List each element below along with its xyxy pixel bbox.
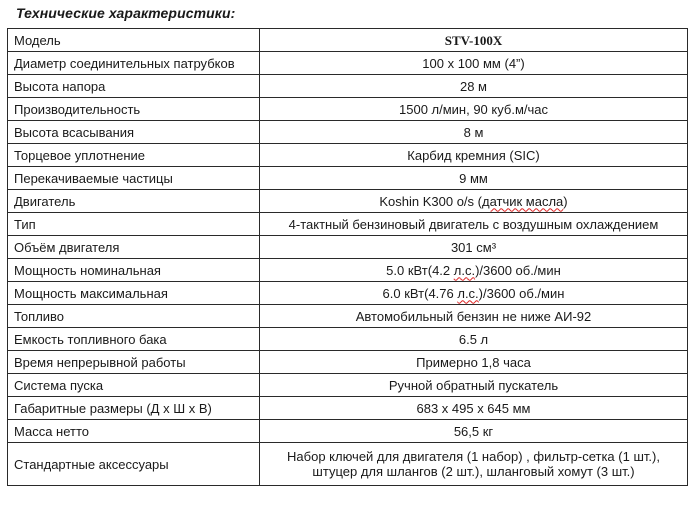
spec-value: 6.5 л [260,328,688,351]
spec-value-line: штуцер для шлангов (2 шт.), шланговый хомут (3 шт.) [312,464,635,479]
spec-value: 8 м [260,121,688,144]
spec-label: Диаметр соединительных патрубков [8,52,260,75]
spec-label: Масса нетто [8,420,260,443]
spec-value-text: ) [563,193,568,209]
table-row [8,52,688,75]
spellcheck-marked-text: л.с. [457,285,479,301]
table-row [8,98,688,121]
spec-value [260,190,688,213]
spec-value: 100 х 100 мм (4”) [260,52,688,75]
spec-value-text: )/3600 об./мин [475,262,561,278]
spec-label: Производительность [8,98,260,121]
spec-label: Габаритные размеры (Д х Ш х В) [8,397,260,420]
spec-label: Торцевое уплотнение [8,144,260,167]
table-row [8,213,688,236]
spec-value [260,282,688,305]
spec-label: Двигатель [8,190,260,213]
spellcheck-marked-text: датчик масла [481,193,564,209]
spec-label: Емкость топливного бака [8,328,260,351]
table-row [8,420,688,443]
table-row [8,282,688,305]
table-row [8,328,688,351]
spec-label: Высота всасывания [8,121,260,144]
spec-value: STV-100X [260,29,688,52]
table-row [8,236,688,259]
spec-value-text: )/3600 об./мин [478,285,565,301]
table-row [8,167,688,190]
table-row [8,443,688,486]
spec-label: Время непрерывной работы [8,351,260,374]
spec-value: Примерно 1,8 часа [260,351,688,374]
table-row [8,29,688,52]
spec-value: 301 см³ [260,236,688,259]
table-row [8,305,688,328]
table-row [8,75,688,98]
spec-value: Карбид кремния (SIC) [260,144,688,167]
table-row [8,190,688,213]
table-row [8,121,688,144]
spec-label: Модель [8,29,260,52]
table-row [8,374,688,397]
spec-label: Объём двигателя [8,236,260,259]
table-row [8,259,688,282]
spec-label: Перекачиваемые частицы [8,167,260,190]
spec-value: 1500 л/мин, 90 куб.м/час [260,98,688,121]
page-title: Технические характеристики: [16,5,236,21]
spec-label: Система пуска [8,374,260,397]
spec-value-text: 5.0 кВт(4.2 [386,262,454,278]
spec-value-text: 6.0 кВт(4.76 [382,285,458,301]
spec-value-text: Koshin K300 o/s ( [379,193,482,209]
spec-value-line: Набор ключей для двигателя (1 набор) , фильтр-сетка (1 шт.), [287,449,660,464]
spec-value: 28 м [260,75,688,98]
spec-value [260,259,688,282]
spec-value: 56,5 кг [260,420,688,443]
spec-label: Топливо [8,305,260,328]
spec-value: 4-тактный бензиновый двигатель с воздушным охлаждением [260,213,688,236]
spec-value: 683 х 495 х 645 мм [260,397,688,420]
spec-label: Высота напора [8,75,260,98]
spec-label: Тип [8,213,260,236]
spec-value: Ручной обратный пускатель [260,374,688,397]
table-row [8,144,688,167]
spellcheck-marked-text: л.с. [453,262,476,278]
spec-value: Автомобильный бензин не ниже АИ-92 [260,305,688,328]
spec-label: Стандартные аксессуары [8,443,260,486]
specifications-table [7,28,688,486]
spec-label: Мощность номинальная [8,259,260,282]
table-row [8,397,688,420]
spec-label: Мощность максимальная [8,282,260,305]
table-row [8,351,688,374]
spec-value: 9 мм [260,167,688,190]
spec-value [260,443,688,486]
